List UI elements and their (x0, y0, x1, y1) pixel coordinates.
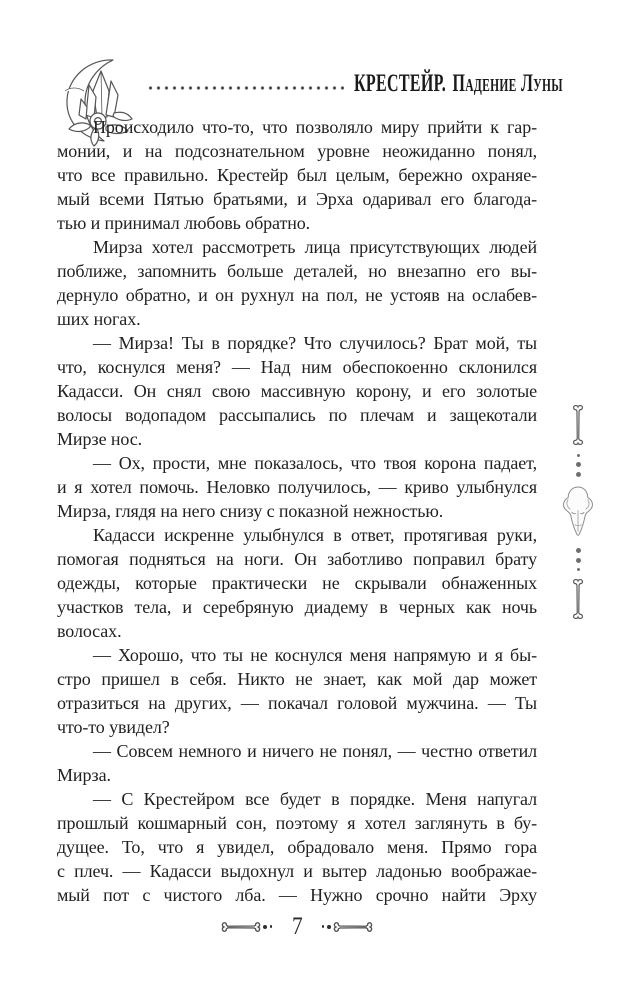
text-line: помогая подняться на ноги. Он заботливо поправил брату (57, 549, 537, 569)
text-line: монии, и на подсознательном уровне неожиданно понял, (57, 141, 537, 161)
text-line: волосы водопадом рассыпались по плечам и защекотали (57, 405, 537, 425)
dot-ornament (576, 472, 581, 477)
dot-ornament (327, 925, 331, 929)
text-line: ших ногах. (57, 309, 141, 329)
text-line: Мирзе нос. (57, 429, 143, 449)
dot-ornament (577, 568, 580, 571)
text-line: поближе, запомнить больше деталей, но внезапно его вы- (57, 261, 537, 281)
text-line: — Мирза! Ты в порядке? Что случилось? Брат мой, ты (93, 333, 537, 353)
text-line: Кадасси искренне улыбнулся в ответ, протягивая руки, (93, 525, 537, 545)
text-line: — Ох, прости, мне показалось, что твоя корона падает, (93, 453, 537, 473)
text-line: мый пот с чистого лба. — Нужно срочно найти Эрху (57, 885, 537, 905)
dot-ornament (576, 558, 581, 563)
text-line: тью и принимал любовь обратно. (57, 213, 311, 233)
text-line: Мирза. (57, 765, 111, 785)
text-line: что все правильно. Крестейр был целым, бережно охраняе- (57, 165, 537, 185)
text-line: Мирза хотел рассмотреть лица присутствующих людей (93, 237, 537, 257)
dot-ornament (322, 925, 325, 928)
text-block (57, 115, 537, 907)
bone-icon (333, 920, 373, 934)
text-line: прошлый кошмарный сон, поэтому я хотел заглянуть в бу- (57, 813, 537, 833)
text-line: — Совсем немного и ничего не понял, — честно ответил (93, 741, 537, 761)
dot-ornament (576, 548, 581, 553)
text-line: Происходило что-то, что позволяло миру прийти к гар- (93, 117, 537, 137)
text-line: дущее. То, что я увидел, обрадовало меня. Прямо гора (57, 837, 537, 857)
bone-icon (571, 404, 585, 446)
text-line: Мирза, глядя на него снизу с показной нежностью. (57, 501, 444, 521)
bone-icon (221, 920, 261, 934)
page-footer (57, 914, 537, 939)
text-line: участков тела, и серебряную диадему в черных как ночь (57, 597, 537, 617)
dot-ornament (263, 925, 267, 929)
text-line: — Хорошо, что ты не коснулся меня напрямую и я бы- (93, 645, 537, 665)
text-line: стро пришел в себя. Никто не знает, как мой дар может (57, 669, 537, 689)
dot-ornament (270, 925, 273, 928)
text-line: — С Крестейром все будет в порядке. Меня напугал (93, 789, 537, 809)
text-line: мый всеми Пятью братьями, и Эрха одаривал его благода- (57, 189, 537, 209)
text-line: и я хотел помочь. Неловко получилось, — криво улыбнулся (57, 477, 537, 497)
side-ornament (560, 404, 596, 620)
text-line: отразиться на других, — покачал головой мужчина. — Ты (57, 693, 537, 713)
bone-icon (571, 578, 585, 620)
page-number: 7 (291, 913, 303, 940)
text-line: одежды, которые практически не скрывали обнаженных (57, 573, 537, 593)
text-line: Кадасси. Он снял свою массивную корону, и его золотые (57, 381, 537, 401)
chapter-title: Падение Луны (452, 70, 563, 97)
book-title: КРЕСТЕЙР. (354, 70, 447, 97)
dot-ornament (577, 454, 580, 457)
skull-icon (561, 484, 595, 540)
dot-ornament (576, 462, 581, 467)
text-line: дернуло обратно, и он рухнул на пол, не устояв на ослабев- (57, 285, 537, 305)
text-line: что-то увидел? (57, 717, 170, 737)
text-line: с плеч. — Кадасси выдохнул и вытер ладонью воображае- (57, 861, 537, 881)
running-head (354, 70, 563, 98)
dotted-leader (148, 85, 348, 91)
text-line: что, коснулся меня? — Над ним обеспокоенно склонился (57, 357, 537, 377)
text-line: волосах. (57, 621, 122, 641)
